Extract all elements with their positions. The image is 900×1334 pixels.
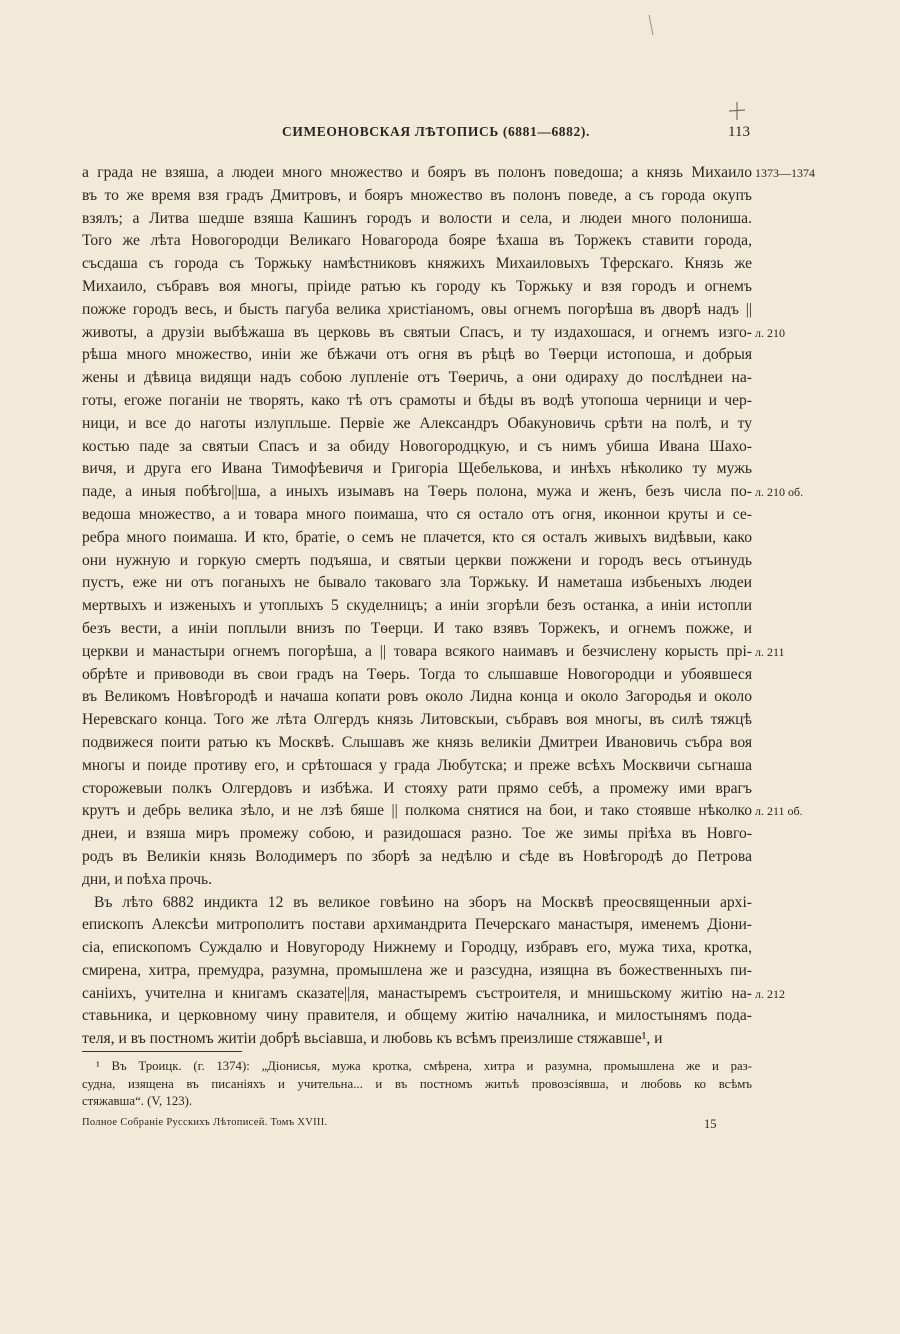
- pencil-cross-mark: [726, 100, 748, 122]
- text-line: вичя, и друга его Ивана Тимофѣевичя и Григорiа Щебелькова, и инѣхъ нѣколико ту мужь: [82, 460, 752, 478]
- running-header: [60, 124, 760, 144]
- text-line: обрѣте и привоводи въ свои градъ на Тѳерь. Тогда то слышавше Новогородци и убоявшеся: [82, 665, 752, 683]
- text-line: церкви и манастыри огнемъ погорѣша, а || товара всякого наимавъ и безчислену корысть прi-: [82, 642, 752, 660]
- text-line: пустъ, еже ни отъ поганыхъ не бывало таковаго зла Торжьку. И наметаша избьеныхъ людеи: [82, 574, 752, 592]
- text-line: въ то же время взя градъ Дмитровъ, и бояръ множество въ полонъ поведе, а съ города окупъ: [82, 186, 752, 204]
- margin-note: 1373—1374: [755, 166, 815, 180]
- text-line: ставьника, и церковному чину правителя, и общему житiю началника, и милостынямъ пода-: [82, 1007, 752, 1025]
- page-footer: [82, 1117, 752, 1133]
- text-line: ведоша множество, а и товара много поимаша, что ся остало отъ огня, иконнои круты и се-: [82, 505, 752, 523]
- text-line: теля, и въ постномъ житiи добрѣ вьсiавша, и любовь къ всѣмъ преизлише стяжавше¹, и: [82, 1030, 663, 1048]
- footnote-line: стяжавша“. (V, 123).: [82, 1094, 193, 1109]
- text-line: животы, а друзiи выбѣжаша въ церковь въ святыи Спасъ, и ту издахошася, и огнемъ изго-: [82, 323, 752, 341]
- footnote-rule: [82, 1051, 242, 1052]
- text-line: безъ вести, а инiи поплыли внизъ по Тѳерци. И тако взявъ Торжекъ, и огнемъ пожже, и: [82, 619, 752, 637]
- text-line: паде, а иныя побѣго||ша, а иныхъ изымавъ на Тѳерь полона, мужа и женъ, безъ числа по-: [82, 483, 752, 501]
- margin-note: л. 210 об.: [755, 485, 804, 500]
- text-line: мертвыхъ и изженыхъ и утоплыхъ 5 скуделницъ; а инiи згорѣли безъ останка, а инiи истопли: [82, 597, 752, 615]
- margin-note: л. 212: [755, 986, 785, 1001]
- text-line: ребра много поимаша. И кто, братiе, о семъ не плачется, кто ся осталъ живыхъ видѣвыи, како: [82, 528, 752, 546]
- text-line: съсдаша съ города съ Торжьку намѣстниковъ княжихъ Михаиловыхъ Тферскаго. Князь же: [82, 255, 752, 273]
- running-title: СИМЕОНОВСКАЯ ЛѢТОПИСЬ (6881—6882).: [282, 124, 590, 139]
- text-line: сторожевыи полкъ Олгердовъ и избѣжа. И стояху рати прямо себѣ, а промежу ими врагъ: [82, 779, 752, 797]
- text-line: взялъ; а Литва шедше взяша Кашинъ городъ и волости и села, и людеи много полониша.: [82, 209, 752, 227]
- text-line: смирена, хитра, премудра, разумна, промышлена же и разсудна, изящна въ божественныхъ пи-: [82, 961, 752, 979]
- text-line: Того же лѣта Новогородци Великаго Новагорода бояре ѣхаша въ Торжекъ ставити города,: [82, 232, 752, 250]
- text-line: Михаило, събравъ воя многы, прiиде ратью къ городу къ Торжьку и взя городъ и огнемъ: [82, 277, 752, 295]
- text-line: днеи, и взяша миръ промежу собою, и разидошася разно. Тое же зимы прiѣха въ Новго-: [82, 825, 752, 843]
- text-line: они нужную и горкую смерть подъяша, и святыи церкви пожжени и городъ весь отъинудь: [82, 551, 752, 569]
- text-line: рѣша много множество, инiи же бѣжачи отъ огня въ рѣцѣ во Тѳерци истопоша, и добрыя: [82, 346, 752, 364]
- text-line: пожже городъ весь, и бысть пагуба велика христiаномъ, овы огнемъ погорѣша въ дворѣ надъ ||: [82, 300, 752, 318]
- margin-note: л. 211 об.: [755, 804, 803, 819]
- footer-signature: 15: [704, 1117, 717, 1131]
- margin-note: л. 210: [755, 325, 785, 340]
- footnote-line: ¹ Въ Троицк. (г. 1374): „Дiонисья, мужа кротка, смѣрена, хитра и разумна, промышлена же и раз-: [96, 1059, 752, 1073]
- text-line: крутъ и дебрь велика зѣло, и не лзѣ бяше || полкома снятися на бои, и тако стоявше нѣколко: [82, 802, 752, 820]
- text-line: сiа, епископомъ Суждалю и Новугороду Нижнему и Городцу, избравъ его, мужа тиха, кротка,: [82, 939, 752, 957]
- text-line: епископъ Алексѣи митрополитъ постави архимандрита Печерскаго манастыря, именемъ Дiони-: [82, 916, 752, 934]
- footnotes: [82, 1058, 752, 1111]
- corner-pencil-mark: [647, 14, 655, 36]
- text-line: въ Великомъ Новѣгородѣ и начаша копати ровъ около Лидна конца и около Загородья и около: [82, 688, 752, 706]
- text-line: Въ лѣто 6882 индикта 12 въ великое говѣино на зборъ на Москвѣ преосвященныи архi-: [94, 893, 752, 911]
- text-line: а града не взяша, а людеи много множество и бояръ въ полонъ поведоша; а князь Михаило: [82, 164, 752, 181]
- margin-note: л. 211: [755, 644, 785, 659]
- footnote-line: судна, изящена въ писанiяхъ и учительна... и въ постномъ житьѣ провозсiявша, и любовь ко всѣмъ: [82, 1076, 752, 1091]
- text-line: Неревскаго конца. Того же лѣта Олгердъ князь Литовскыи, събравъ воя многы, въ силѣ тяжцѣ: [82, 711, 752, 729]
- chronicle-text: [82, 162, 752, 1051]
- text-line: подвижеся поити ратью къ Москвѣ. Слышавъ же князь великiи Дмитреи Ивановичь събра воя: [82, 733, 752, 751]
- text-line: родъ въ Великiи князь Володимеръ по зборѣ за недѣлю и сѣде въ Новѣгородѣ до Петрова: [82, 847, 752, 865]
- footer-series-title: Полное Собранiе Русскихъ Лѣтописей. Томъ XVIII.: [82, 1117, 328, 1128]
- text-line: многы и поиде противу его, и срѣтошася у града Любутска; и преже всѣхъ Москвичи сьгнаша: [82, 756, 752, 774]
- text-line: готы, егоже поганiи не творять, како тѣ отъ срамоты и бѣды въ водѣ утопоша черници и чер-: [82, 391, 752, 409]
- page-number: 113: [728, 124, 750, 140]
- text-line: жены и дѣвица видящи надъ собою лупленiе отъ Тѳеричь, а они одираху до послѣднеи на-: [82, 369, 752, 387]
- text-line: санiихъ, учителна и книгамъ сказате||ля, манастыремъ състроителя, и мнишьскому житiю на-: [82, 984, 752, 1002]
- text-line: костью паде за святыи Спасъ и за обиду Новогородцкую, и съ нимъ убиша Ивана Шахо-: [82, 437, 752, 455]
- text-line: ници, и все до наготы излупльше. Первiе же Александръ Обакуновичь срѣти на полѣ, и ту: [82, 414, 752, 432]
- text-line: дни, и поѣха прочь.: [82, 870, 213, 888]
